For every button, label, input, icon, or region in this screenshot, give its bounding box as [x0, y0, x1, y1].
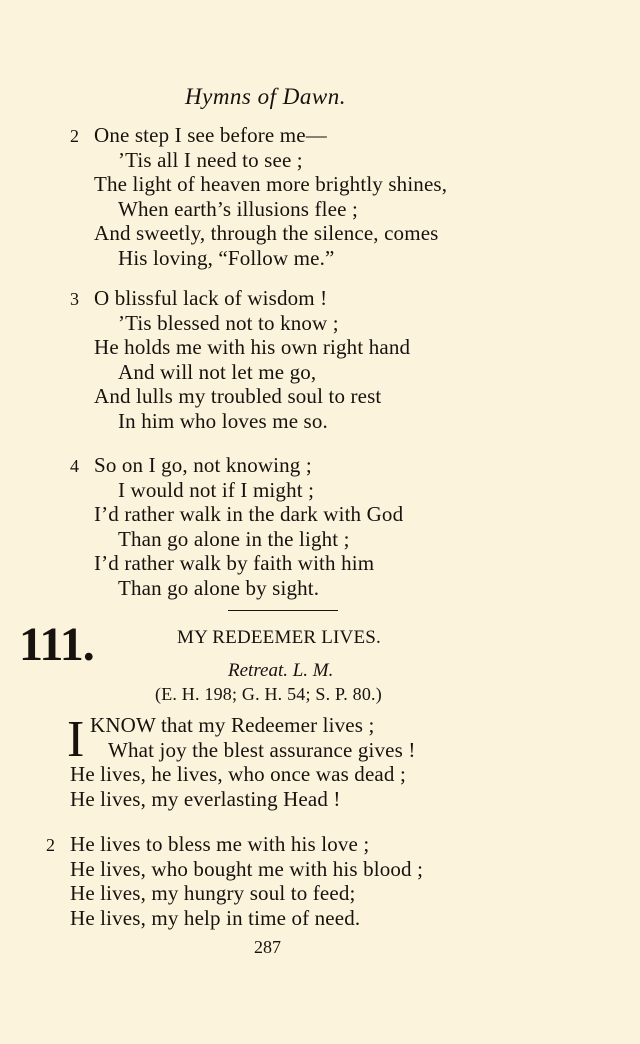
verse-line: He holds me with his own right hand: [94, 335, 411, 359]
stanza-number: 2: [70, 126, 80, 146]
verse-line: He lives, he lives, who once was dead ;: [70, 762, 406, 786]
verse-line: ’Tis blessed not to know ;: [118, 310, 339, 335]
tune-and-meter: Retreat. L. M.: [228, 660, 334, 681]
verse-line: The light of heaven more brightly shines,: [94, 172, 448, 196]
verse-line: Than go alone by sight.: [118, 575, 320, 600]
verse-line: He lives, who bought me with his blood ;: [70, 856, 424, 881]
verse-line: His loving, “Follow me.”: [118, 245, 335, 270]
hymn-stanza-1: [70, 713, 415, 811]
verse-line: KNOW that my Redeemer lives ;: [90, 713, 375, 737]
hymn-stanza-2: [46, 832, 424, 930]
running-head: Hymns of Dawn.: [185, 84, 346, 109]
verse-line: In him who loves me so.: [118, 408, 328, 433]
verse-line: And lulls my troubled soul to rest: [94, 384, 382, 408]
verse-line: When earth’s illusions flee ;: [118, 196, 358, 221]
verse-line: I would not if I might ;: [118, 477, 315, 502]
stanza-3: [70, 286, 411, 433]
page-number: 287: [254, 937, 281, 957]
drop-cap: I: [67, 711, 85, 768]
verse-line: He lives to bless me with his love ;: [70, 832, 370, 856]
verse-line: So on I go, not knowing ;: [94, 453, 312, 477]
verse-line: ’Tis all I need to see ;: [118, 147, 303, 172]
hymnal-references: (E. H. 198; G. H. 54; S. P. 80.): [155, 684, 382, 704]
verse-line: And will not let me go,: [118, 359, 317, 384]
verse-line: O blissful lack of wisdom !: [94, 286, 328, 310]
verse-line: I’d rather walk by faith with him: [94, 551, 375, 575]
verse-line: One step I see before me—: [94, 123, 327, 147]
stanza-number: 4: [70, 456, 80, 476]
section-divider: [228, 610, 338, 611]
stanza-4: [70, 453, 404, 600]
verse-line: I’d rather walk in the dark with God: [94, 502, 404, 526]
stanza-number: 2: [46, 835, 56, 855]
hymn-number: 111.: [19, 618, 94, 671]
verse-line: He lives, my everlasting Head !: [70, 786, 341, 811]
stanza-number: 3: [70, 289, 80, 309]
hymn-title: MY REDEEMER LIVES.: [177, 627, 381, 648]
verse-line: He lives, my hungry soul to feed;: [70, 881, 356, 905]
verse-line: What joy the blest assurance gives !: [108, 737, 416, 762]
verse-line: Than go alone in the light ;: [118, 526, 350, 551]
stanza-2: [70, 123, 448, 270]
verse-line: He lives, my help in time of need.: [70, 905, 361, 930]
verse-line: And sweetly, through the silence, comes: [94, 221, 439, 245]
